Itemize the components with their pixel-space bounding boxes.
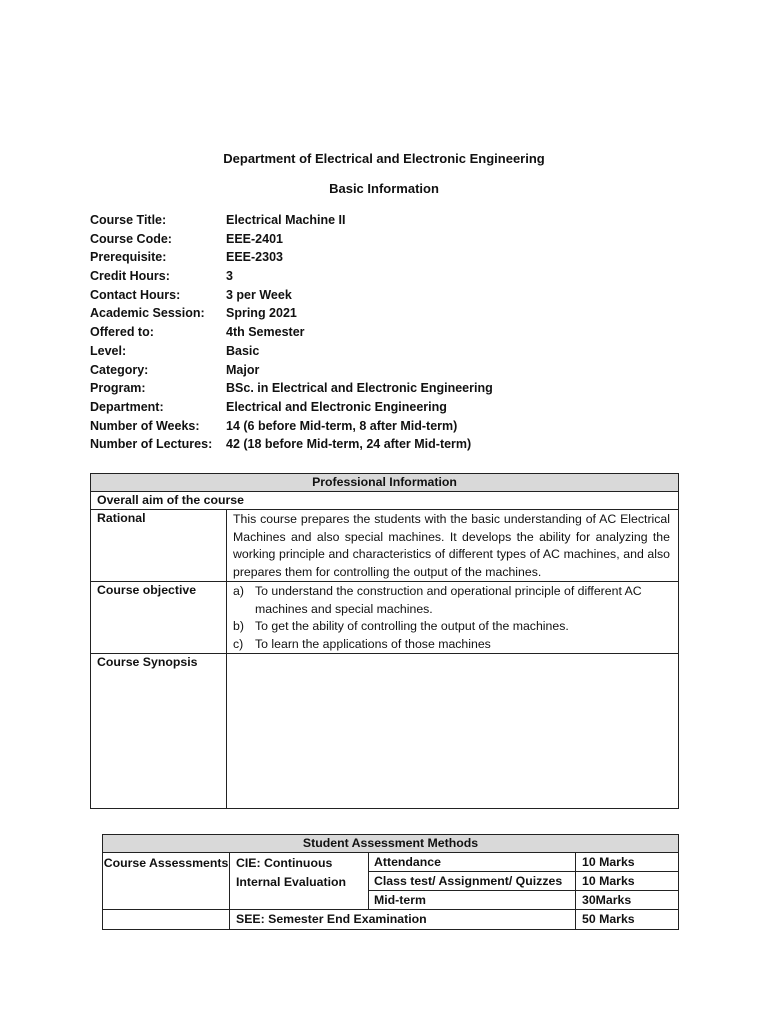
info-label: Program: (90, 381, 146, 396)
overall-aim-label: Overall aim of the course (91, 492, 679, 510)
assessment-marks: 30Marks (576, 891, 679, 910)
basic-information-heading: Basic Information (329, 181, 439, 196)
student-assessment-heading: Student Assessment Methods (103, 835, 679, 853)
info-value: Basic (226, 343, 260, 358)
info-value: 3 (226, 269, 233, 284)
info-value: 3 per Week (226, 287, 292, 302)
course-assessments-label: Course Assessments (103, 853, 230, 910)
professional-information-heading: Professional Information (91, 474, 679, 492)
objective-list (233, 583, 670, 653)
info-row-course-title (90, 211, 493, 230)
basic-info-list (90, 211, 493, 454)
info-label: Offered to: (90, 325, 154, 340)
empty-cell (103, 910, 230, 930)
see-marks: 50 Marks (576, 910, 679, 930)
course-objective-label: Course objective (91, 582, 227, 654)
info-row-course-code (90, 230, 493, 249)
info-value: 14 (6 before Mid-term, 8 after Mid-term) (226, 418, 458, 433)
info-label: Department: (90, 399, 164, 414)
info-row-department (90, 398, 493, 417)
info-row-credit-hours (90, 267, 493, 286)
info-value: Spring 2021 (226, 306, 297, 321)
cie-label: CIE: Continuous Internal Evaluation (230, 853, 369, 910)
see-label: SEE: Semester End Examination (230, 910, 576, 930)
info-label: Credit Hours: (90, 269, 170, 284)
info-value: BSc. in Electrical and Electronic Engineering (226, 381, 493, 396)
info-row-prerequisite (90, 248, 493, 267)
objective-marker: c) (233, 636, 244, 651)
course-synopsis-label: Course Synopsis (91, 654, 227, 809)
department-heading: Department of Electrical and Electronic Engineering (223, 151, 545, 166)
assessment-item: Mid-term (369, 891, 576, 910)
info-label: Number of Lectures: (90, 437, 213, 452)
table-row (103, 853, 679, 872)
objective-text: To get the ability of controlling the output of the machines. (255, 619, 569, 633)
info-label: Prerequisite: (90, 250, 167, 265)
list-item (233, 636, 670, 654)
info-label: Course Code: (90, 231, 172, 246)
list-item (233, 618, 670, 636)
info-row-number-of-weeks (90, 417, 493, 436)
course-objective-row (91, 582, 679, 654)
info-row-offered-to (90, 323, 493, 342)
rational-row (91, 510, 679, 582)
info-label: Contact Hours: (90, 287, 181, 302)
info-label: Academic Session: (90, 306, 205, 321)
assessment-marks: 10 Marks (576, 853, 679, 872)
info-label: Category: (90, 362, 149, 377)
info-value: EEE-2303 (226, 250, 283, 265)
info-row-contact-hours (90, 286, 493, 305)
info-value: Major (226, 362, 260, 377)
info-label: Level: (90, 343, 127, 358)
info-label: Course Title: (90, 213, 167, 227)
course-objective-cell (227, 582, 679, 654)
info-value: Electrical and Electronic Engineering (226, 399, 447, 414)
info-row-program (90, 379, 493, 398)
assessment-item: Class test/ Assignment/ Quizzes (369, 872, 576, 891)
assessment-marks: 10 Marks (576, 872, 679, 891)
info-value: Electrical Machine II (226, 213, 346, 227)
info-row-level (90, 342, 493, 361)
objective-marker: a) (233, 584, 244, 598)
rational-label: Rational (91, 510, 227, 582)
objective-text: To learn the applications of those machines (255, 636, 491, 651)
info-value: 42 (18 before Mid-term, 24 after Mid-term) (226, 437, 472, 452)
course-synopsis-text (227, 654, 679, 809)
info-row-academic-session (90, 304, 493, 323)
info-row-category (90, 361, 493, 380)
objective-text: To understand the construction and operational principle of different AC machines and special machines. (255, 584, 642, 616)
objective-marker: b) (233, 619, 244, 633)
info-row-number-of-lectures (90, 435, 493, 454)
course-synopsis-row (91, 654, 679, 809)
assessment-item: Attendance (369, 853, 576, 872)
table-row (103, 910, 679, 930)
list-item (233, 583, 670, 618)
rational-text: This course prepares the students with the basic understanding of AC Electrical Machines and also special machines. It develops the ability for analyzing the working principle and characteristics of different types of AC machines, and also prepares them for controlling the output of the machines. (227, 510, 679, 582)
professional-information-table (90, 473, 679, 809)
info-value: EEE-2401 (226, 231, 283, 246)
info-value: 4th Semester (226, 325, 305, 340)
student-assessment-table (102, 834, 679, 930)
info-label: Number of Weeks: (90, 418, 200, 433)
